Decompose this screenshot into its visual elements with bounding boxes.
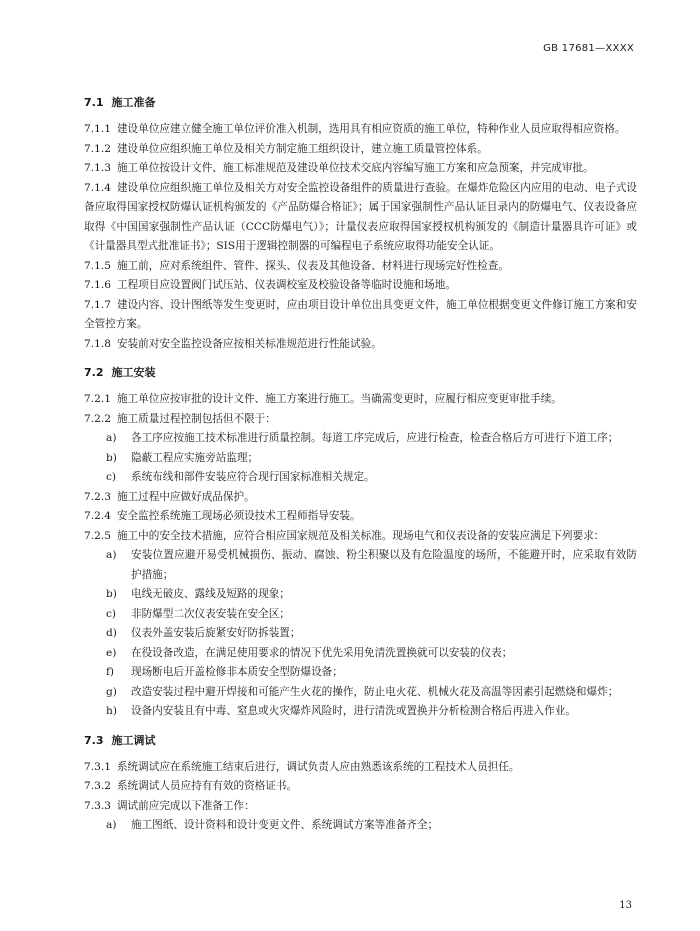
clause-number: 7.1.4 (84, 181, 111, 194)
list-item (84, 644, 637, 664)
list-item (84, 702, 637, 722)
clause (84, 488, 637, 508)
section-title: 施工安装 (111, 366, 156, 379)
list-item-label: a) (106, 432, 117, 444)
clause-text: 施工单位应按审批的设计文件、施工方案进行施工。当确需变更时，应履行相应变更审批手续。 (116, 393, 562, 405)
clause-text: 系统调试应在系统施工结束后进行，调试负责人应由熟悉该系统的工程技术人员担任。 (116, 760, 520, 773)
section-heading (84, 732, 637, 750)
section (84, 732, 637, 836)
list-item (84, 624, 637, 644)
clause-number: 7.1.8 (84, 337, 111, 350)
clause-number: 7.3.1 (84, 760, 111, 773)
list-item-text: 仪表外盖安装后旋紧安好防拆装置； (131, 627, 301, 639)
list-item-text: 改造安装过程中避开焊接和可能产生火花的操作，防止电火花、机械火花及高温等因素引起燃烧和爆炸； (131, 685, 619, 698)
section-number: 7.1 (84, 96, 104, 109)
list-item-text: 系统布线和部件安装应符合现行国家标准相关规定。 (131, 471, 375, 483)
clause-number: 7.1.7 (84, 298, 111, 311)
list-item-label: g) (106, 685, 117, 698)
section (84, 364, 637, 722)
list-item-text: 施工图纸、设计资料和设计变更文件、系统调试方案等准备齐全； (131, 819, 439, 831)
clause (84, 758, 637, 778)
list-item-label: c) (106, 471, 117, 483)
clause-number: 7.2.2 (84, 412, 111, 425)
clause-number: 7.1.1 (84, 123, 111, 135)
section-title: 施工准备 (111, 96, 156, 109)
list-item-text: 在役设备改造，在满足使用要求的情况下优先采用免清洗置换就可以安装的仪表； (131, 646, 513, 659)
list-item-label: h) (106, 705, 117, 717)
list-item (84, 449, 637, 469)
list-item (84, 816, 637, 836)
clause-text: 建设单位应组织施工单位及相关方制定施工组织设计，建立施工质量管控体系。 (116, 142, 488, 155)
list-item-label: d) (106, 627, 117, 639)
clause-text: 安全监控系统施工现场必须设技术工程师指导安装。 (116, 510, 361, 522)
clause-number: 7.2.4 (84, 510, 111, 522)
clause-text: 建设单位应组织施工单位及相关方对安全监控设备组件的质量进行查验。在爆炸危险区内应用的电动、电子式设备应取得国家授权防爆认证机构颁发的《产品防爆合格证》；属于国家强制性产品认证目录内的防爆电气、仪表设备应取得《中国国家强制性产品认证（CCC防爆电气）》；计量仪表应取得国家授权机构颁发的《制造计量器具许可证》或《计量器具型式批准证书》；SIS用于逻辑控制器的可编程电子系统应取得功能安全认证。 (84, 181, 637, 252)
clause (84, 257, 637, 277)
list-item-label: a) (106, 819, 117, 831)
section-title: 施工调试 (111, 733, 156, 747)
clause (84, 120, 637, 140)
clause-text: 调试前应完成以下准备工作： (116, 799, 255, 812)
section (84, 94, 637, 354)
clause (84, 335, 637, 355)
list-item-label: b) (106, 451, 117, 464)
clause-item-list (84, 429, 637, 488)
clause-text: 安装前对安全监控设备应按相关标准规范进行性能试验。 (116, 337, 382, 350)
clause-number: 7.3.3 (84, 799, 111, 812)
list-item (84, 663, 637, 683)
clause (84, 527, 637, 547)
clause-number: 7.1.2 (84, 142, 111, 155)
list-item (84, 683, 637, 703)
clause-text: 施工过程中应做好成品保护。 (116, 490, 255, 503)
clause-text: 施工质量过程控制包括但不限于： (116, 412, 276, 425)
clause (84, 179, 637, 257)
clause-number: 7.1.6 (84, 279, 111, 291)
clause (84, 410, 637, 430)
list-item-text: 隐蔽工程应实施旁站监理； (131, 451, 259, 464)
clause-text: 系统调试人员应持有有效的资格证书。 (116, 780, 298, 792)
list-item-text: 非防爆型二次仪表安装在安全区； (131, 607, 290, 620)
clause-text: 建设单位应建立健全施工单位评价准入机制，选用具有相应资质的施工单位，特种作业人员应取得相应资格。 (116, 123, 626, 135)
list-item-text: 设备内安装且有中毒、窒息或火灾爆炸风险时，进行清洗或置换并分析检测合格后再进入作业。 (131, 705, 576, 717)
list-item (84, 429, 637, 449)
clause (84, 777, 637, 797)
clause-item-list (84, 816, 637, 836)
clause (84, 390, 637, 410)
section-heading (84, 364, 637, 382)
clause-number: 7.2.3 (84, 490, 111, 503)
list-item (84, 605, 637, 625)
clause-text: 施工单位按设计文件、施工标准规范及建设单位技术交底内容编写施工方案和应急预案，并完成审批。 (116, 162, 594, 174)
list-item-label: e) (106, 646, 117, 659)
clause-number: 7.2.5 (84, 529, 111, 542)
list-item-text: 现场断电后开盖检修非本质安全型防爆设备； (131, 666, 343, 678)
clause (84, 797, 637, 817)
clause-number: 7.2.1 (84, 393, 111, 405)
list-item (84, 585, 637, 605)
clause-number: 7.3.2 (84, 780, 111, 792)
clause (84, 507, 637, 527)
list-item (84, 468, 637, 488)
list-item-text: 电线无破皮、露线及短路的现象； (131, 588, 290, 600)
clause-text: 工程项目应设置阀门试压站、仪表调校室及校验设备等临时设施和场地。 (116, 279, 456, 291)
section-heading (84, 94, 637, 112)
clause-text: 施工前，应对系统组件、管件、探头、仪表及其他设备、材料进行现场完好性检查。 (116, 259, 509, 272)
list-item-text: 各工序应按施工技术标准进行质量控制。每道工序完成后，应进行检查，检查合格后方可进行下道工序； (131, 432, 619, 444)
clause-number: 7.1.5 (84, 259, 111, 272)
section-number: 7.3 (84, 733, 104, 747)
clause-text: 施工中的安全技术措施，应符合相应国家规范及相关标准。现场电气和仪表设备的安装应满足下列要求： (116, 529, 605, 542)
standard-number: GB 17681—XXXX (543, 43, 634, 54)
clause-item-list (84, 546, 637, 722)
page-number: 13 (619, 900, 632, 911)
list-item-text: 安装位置应避开易受机械损伤、振动、腐蚀、粉尘积聚以及有危险温度的场所，不能避开时，应采取有效防护措施； (131, 549, 637, 581)
clause (84, 276, 637, 296)
list-item (84, 546, 637, 585)
section-number: 7.2 (84, 366, 104, 379)
list-item-label: a) (106, 549, 117, 561)
clause-number: 7.1.3 (84, 162, 111, 174)
clause (84, 296, 637, 335)
document-body (84, 94, 637, 836)
clause (84, 140, 637, 160)
clause-text: 建设内容、设计图纸等发生变更时，应由项目设计单位出具变更文件，施工单位根据变更文件修订施工方案和安全管控方案。 (84, 298, 637, 330)
list-item-label: c) (106, 607, 117, 620)
list-item-label: b) (106, 588, 117, 600)
clause (84, 159, 637, 179)
list-item-label: f) (106, 666, 115, 678)
